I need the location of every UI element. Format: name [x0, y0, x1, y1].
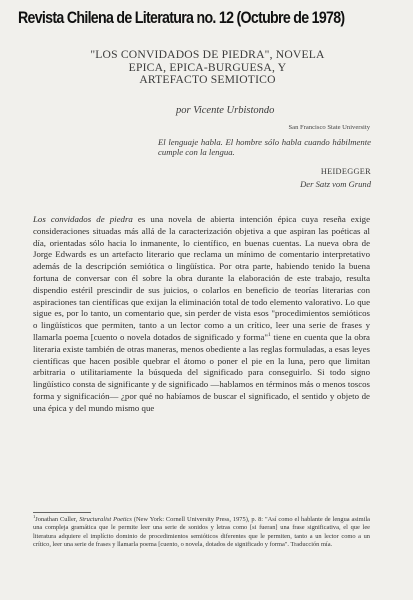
- body-text-run: es una novela de abierta intención épica cuya reseña exige consideraciones situadas más allá de la caracterización objetiva a que aspiran las poéticas al día, orientadas sólo hacia lo inmanente, lo científico, en buenas cuentas. La nueva obra de Jorge Edwards es un artefacto literario que reclama un mínimo de comentario interpretativo además de la descripción semiótica o lingüística. Por otra parte, habiendo tenido la buena fortuna de conversar con él sobre la obra durante la elaboración de este trabajo, resulta dispendio estéril prescindir de sus juicios, o colarlos en beneficio de teorías literarias con aspiraciones tan científicas que exijan la eliminación total de todo elemento valorativo. Lo que sigue es, por lo tanto, un comentario que, sin perder de vista esos "procedimientos semióticos o lingüísticos que permiten, tanto a un lector como a un crítico, leer una serie de frases y llamarla poema [cuento o novela dotados de significado y forma": [33, 214, 370, 342]
- footnote-number: 1: [33, 513, 36, 519]
- article-title: [60, 49, 355, 87]
- footnote-reference: 1: [268, 332, 271, 339]
- epigraph-quote: El lenguaje habla. El hombre sólo habla cuando hábilmente cumple con la lengua.: [158, 137, 371, 158]
- footnote: [33, 513, 370, 549]
- novel-title: Los convidados de piedra: [33, 214, 133, 224]
- footnote-author: Jonathan Culler,: [35, 516, 80, 523]
- author-name: Vicente Urbistondo: [193, 105, 275, 116]
- title-line: "LOS CONVIDADOS DE PIEDRA", NOVELA: [90, 48, 325, 61]
- title-line: ARTEFACTO SEMIOTICO: [139, 73, 276, 87]
- title-line: EPICA, EPICA-BURGUESA, Y: [128, 60, 287, 74]
- body-paragraph: [33, 214, 370, 415]
- byline-prefix: por: [176, 105, 191, 116]
- journal-header-stamp: Revista Chilena de Literatura no. 12 (Octubre de 1978): [18, 9, 345, 28]
- author-affiliation: San Francisco State University: [288, 124, 370, 131]
- body-text-run: tiene en cuenta que la obra literaria existe también de otras maneras, menos obediente a las reglas formuladas, a esas leyes científicas que hacen posible quebrar el átomo o poner el pie en la luna, pero que limitan arbitraria o utilitariamente la búsqueda del significado para conseguirlo. Si todo signo lingüístico consta de significante y de significado —hablamos en términos más o menos toscos forma y significación— ¿por qué no habíamos de buscar el significado, el sentido y objeto de una épica y del mundo mismo que: [33, 331, 370, 413]
- footnote-text: [33, 513, 370, 549]
- footnote-body: (New York: Cornell University Press, 1975), p. 8: "Así como el hablante de lengua asimila una compleja gramática que le permite leer una serie de sonidos y letras como [si fueran] una frase significativa, el que lee literatura adquiere el implícito dominio de procedimientos semióticos diferentes que le permiten, tanto a un lector como a un crítico, leer una serie de frases y llamarla poema [cuento, o novela, dotados de significado y forma". Traducción mía.: [33, 516, 370, 548]
- footnote-divider: [33, 512, 91, 513]
- epigraph-work: Der Satz vom Grund: [300, 179, 371, 189]
- author-byline: [176, 105, 274, 116]
- article-body: [33, 214, 370, 415]
- epigraph-author: HEIDEGGER: [320, 167, 371, 176]
- footnote-work: Structuralist Poetics: [79, 516, 132, 523]
